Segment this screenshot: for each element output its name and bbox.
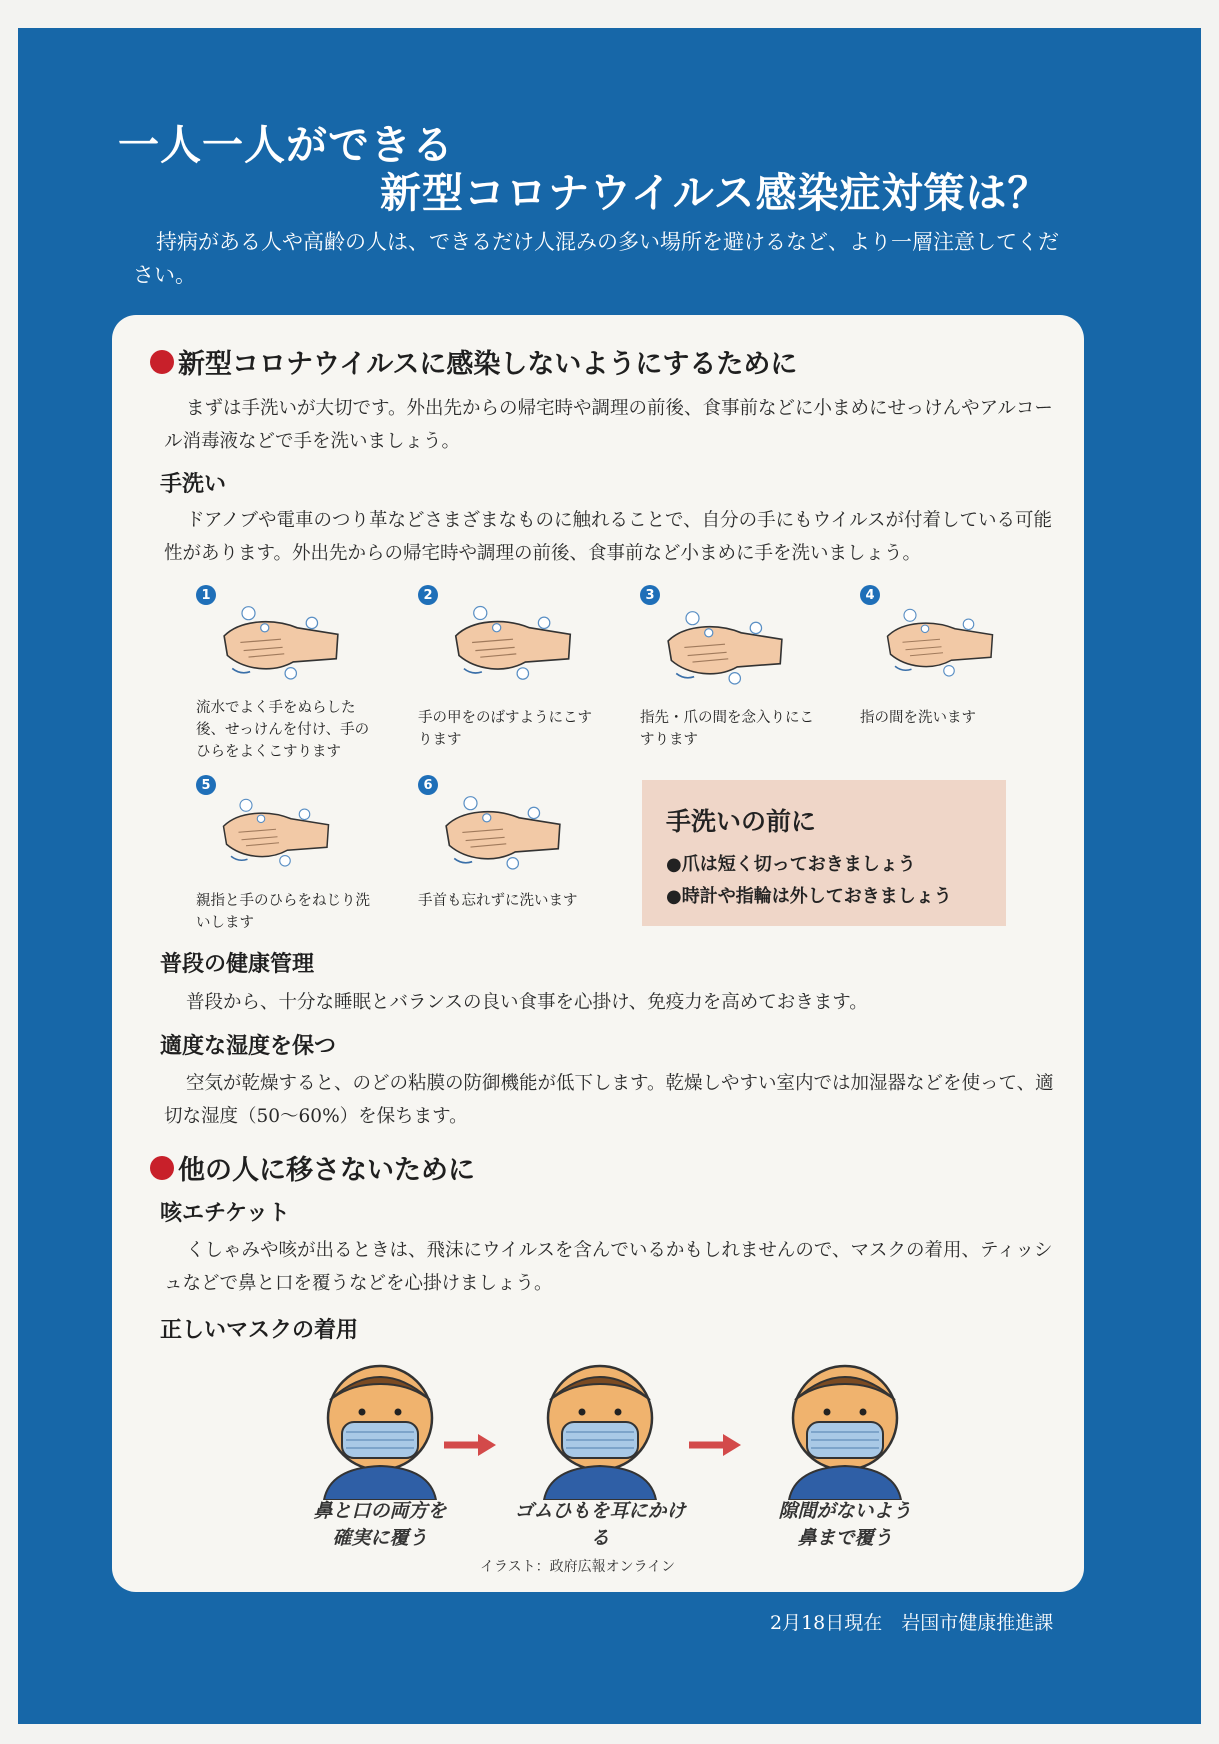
handwash-step-4	[860, 585, 1050, 765]
red-bullet-icon	[150, 350, 174, 374]
step-caption: 手首も忘れずに洗います	[418, 893, 578, 909]
child-with-mask-icon	[755, 1360, 935, 1500]
handwash-illustration-icon	[216, 785, 336, 875]
cough-text: くしゃみや咳が出るときは、飛沫にウイルスを含んでいるかもしれませんので、マスクの着用、ティッシュなどで鼻と口を覆うなどを心掛けましょう。	[164, 1240, 1053, 1294]
intro-text: 持病がある人や高齢の人は、できるだけ人混みの多い場所を避けるなど、より一層注意してください。	[133, 230, 1059, 287]
title-line-2: 新型コロナウイルス感染症対策は？	[380, 169, 1050, 217]
step-caption: 手の甲をのばすようにこすります	[418, 710, 592, 748]
handwash-step-2	[418, 585, 608, 765]
handwash-text: ドアノブや電車のつり革などさまざまなものに触れることで、自分の手にもウイルスが付着している可能性があります。外出先からの帰宅時や調理の前後、食事前など小まめに手を洗いましょう。	[164, 510, 1052, 564]
section1-heading-text: 新型コロナウイルスに感染しないようにするために	[178, 349, 798, 380]
humidity-text: 空気が乾燥すると、のどの粘膜の防御機能が低下します。乾燥しやすい室内では加湿器などを使って、適切な湿度（50～60%）を保ちます。	[164, 1073, 1054, 1127]
handwash-illustration-icon	[438, 595, 588, 685]
step-caption: 指の間を洗います	[860, 710, 976, 726]
mask-caption-line: 鼻まで覆う	[797, 1527, 893, 1549]
arrow-right-icon	[440, 1430, 500, 1460]
step-number: 1	[196, 585, 216, 605]
section2-heading	[150, 1148, 475, 1187]
child-with-mask-icon	[510, 1360, 690, 1500]
handwash-heading: 手洗い	[160, 472, 227, 497]
step-number: 4	[860, 585, 880, 605]
arrow-right-icon	[685, 1430, 745, 1460]
handwash-step-1	[196, 585, 386, 765]
section1-intro: まずは手洗いが大切です。外出先からの帰宅時や調理の前後、食事前などに小まめにせっけんやアルコール消毒液などで手を洗いましょう。	[164, 398, 1053, 452]
tip-box-title: 手洗いの前に	[666, 807, 817, 836]
mask-caption-line: 隙間がないよう	[778, 1500, 912, 1522]
cough-heading: 咳エチケット	[160, 1201, 291, 1226]
mask-caption-line: ゴムひもを耳にかける	[514, 1500, 686, 1549]
illustration-credit: イラスト：政府広報オンライン	[480, 1559, 676, 1575]
handwash-step-5	[196, 775, 386, 935]
section2-heading-text: 他の人に移さないために	[178, 1155, 475, 1186]
step-caption: 流水でよく手をぬらした後、せっけんを付け、手のひらをよくこすります	[196, 700, 370, 760]
step-number: 2	[418, 585, 438, 605]
mask-caption-line: 鼻と口の両方を	[313, 1500, 447, 1522]
mask-step-2	[510, 1360, 690, 1560]
mask-step-3	[755, 1360, 935, 1560]
footer-date-department: 2月18日現在 岩国市健康推進課	[770, 1612, 1054, 1634]
mask-step-caption	[290, 1498, 470, 1552]
tip-item: ●時計や指輪は外しておきましょう	[666, 886, 952, 907]
step-number: 3	[640, 585, 660, 605]
handwash-step-3	[640, 585, 830, 765]
step-caption: 親指と手のひらをねじり洗いします	[196, 893, 370, 931]
handwash-illustration-icon	[660, 595, 790, 695]
step-number: 6	[418, 775, 438, 795]
title-line-1: 一人一人ができる	[118, 121, 454, 169]
mask-step-caption	[755, 1498, 935, 1552]
mask-step-1	[290, 1360, 470, 1560]
health-text: 普段から、十分な睡眠とバランスの良い食事を心掛け、免疫力を高めておきます。	[186, 992, 868, 1013]
mask-caption-line: 確実に覆う	[332, 1527, 428, 1549]
handwash-illustration-icon	[880, 595, 1000, 685]
handwash-step-6	[418, 775, 608, 935]
health-heading: 普段の健康管理	[160, 952, 315, 977]
step-caption: 指先・爪の間を念入りにこすります	[640, 710, 814, 748]
mask-heading: 正しいマスクの着用	[160, 1318, 359, 1343]
red-bullet-icon	[150, 1156, 174, 1180]
humidity-heading: 適度な湿度を保つ	[160, 1034, 337, 1059]
section1-heading	[150, 342, 797, 381]
before-handwash-box	[642, 780, 1006, 926]
handwash-illustration-icon	[438, 785, 568, 875]
mask-step-caption	[510, 1498, 690, 1552]
tip-item: ●爪は短く切っておきましょう	[666, 854, 916, 875]
step-number: 5	[196, 775, 216, 795]
handwash-illustration-icon	[216, 595, 346, 685]
